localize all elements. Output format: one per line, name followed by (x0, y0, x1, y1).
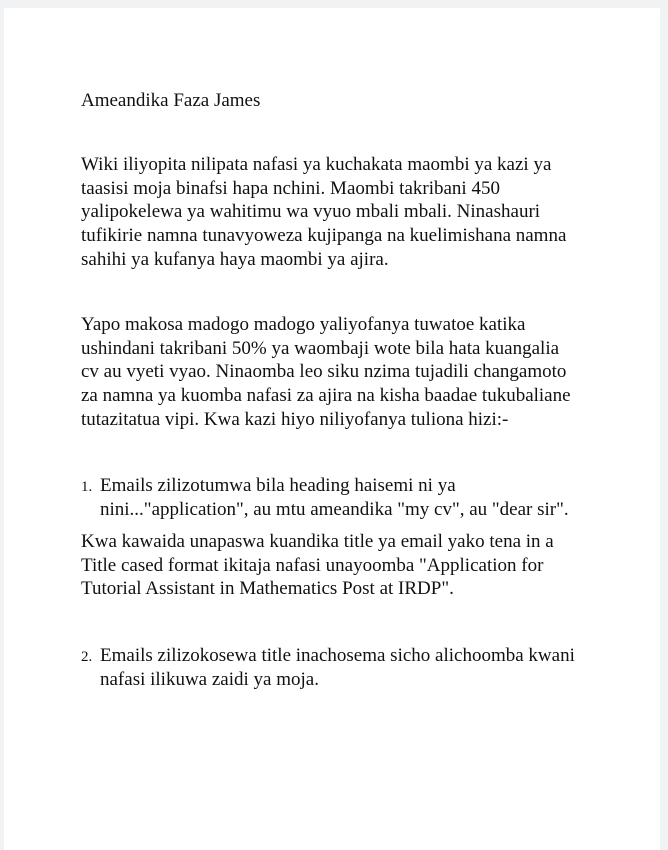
text-line: nini..."application", au mtu ameandika "my cv", au "dear sir". (100, 498, 569, 520)
author-line (81, 89, 601, 113)
text-line: sahihi ya kufanya haya maombi ya ajira. (81, 248, 389, 270)
text-line: Yapo makosa madogo madogo yaliyofanya tuwatoe katika (81, 314, 526, 335)
text-line: ushindani takribani 50% ya waombaji wote bila hata kuangalia (81, 337, 560, 359)
author-text: Ameandika Faza James (81, 90, 261, 111)
list-item-1 (81, 474, 620, 521)
paragraph-intro (81, 153, 601, 272)
text-line: Wiki iliyopita nilipata nafasi ya kuchakata maombi ya kazi ya (81, 154, 552, 175)
text-line: Tutorial Assistant in Mathematics Post at IRDP". (81, 578, 454, 600)
paragraph-title-advice (81, 530, 601, 601)
text-line: tufikirie namna tunavyoweza kujipanga na kuelimishana namna (81, 225, 567, 247)
document-page (4, 8, 660, 850)
text-line: Emails zilizotumwa bila heading haisemi ni ya (100, 475, 456, 496)
text-line: Kwa kawaida unapaswa kuandika title ya email yako tena in a (81, 531, 554, 552)
paragraph-mistakes (81, 313, 601, 432)
text-line: yalipokelewa ya wahitimu wa vyuo mbali mbali. Ninashauri (81, 201, 541, 223)
text-line: cv au vyeti vyao. Ninaomba leo siku nzima tujadili changamoto (81, 361, 567, 383)
text-line: Title cased format ikitaja nafasi unayoomba "Application for (81, 554, 544, 576)
text-line: tutazitatua vipi. Kwa kazi hiyo niliyofanya tuliona hizi:- (81, 408, 509, 430)
list-number: 1. (81, 479, 93, 495)
text-line: za namna ya kuomba nafasi za ajira na kisha baadae tukubaliane (81, 385, 571, 407)
list-number: 2. (81, 649, 93, 665)
text-line: taasisi moja binafsi hapa nchini. Maombi takribani 450 (81, 177, 500, 199)
text-line: Emails zilizokosewa title inachosema sicho alichoomba kwani (100, 645, 575, 666)
list-item-2 (81, 644, 620, 691)
text-line: nafasi ilikuwa zaidi ya moja. (100, 668, 319, 690)
